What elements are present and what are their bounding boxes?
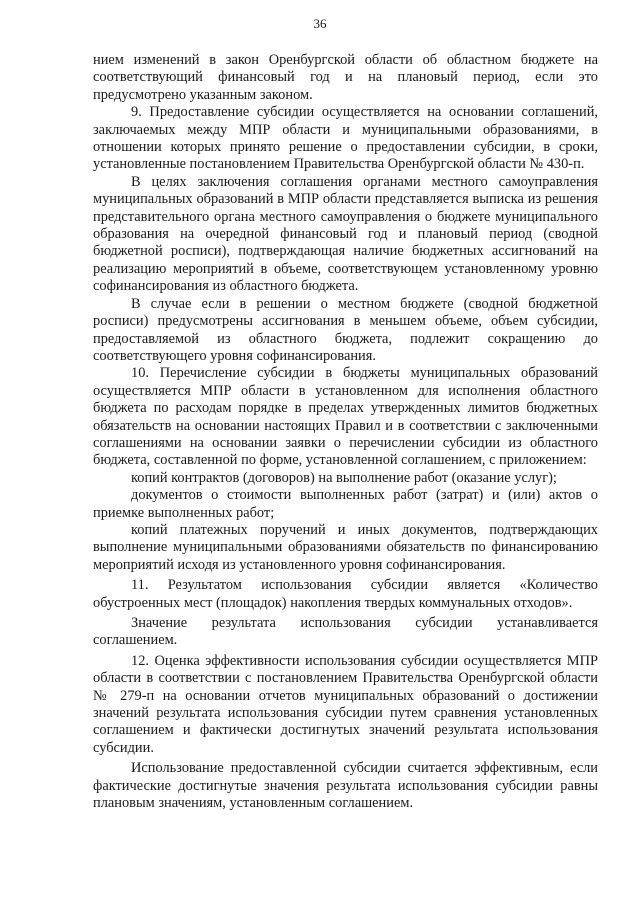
paragraph-item-11: 11. Результатом использования субсидии является «Количество обустроенных мест (площадок) накопления твердых коммунальных отходов». — [93, 577, 598, 611]
list-item-documents: документов о стоимости выполненных работ (затрат) и (или) актов о приемке выполненных работ; — [93, 487, 598, 521]
paragraph-agreement-statement: В целях заключения соглашения органами местного самоуправления муниципальных образований в МПР области представляется выписка из решения представительного органа местного самоуправления о бюджете муниципального образования на очередной финансовый год и плановый период (сводной бюджетной росписи), подтверждающая наличие бюджетных ассигнований на реализацию мероприятий в объеме, соответствующем установленному уровню софинансирования из областного бюджета. — [93, 173, 598, 295]
paragraph-reduction-case: В случае если в решении о местном бюджете (сводной бюджетной росписи) предусмотрены ассигнования в меньшем объеме, объем субсидии, предоставляемой из областного бюджета, подлежит сокращению до соответствующего уровня софинансирования. — [93, 295, 598, 364]
list-item-contracts: копий контрактов (договоров) на выполнение работ (оказание услуг); — [131, 469, 557, 486]
paragraph-item-10: 10. Перечисление субсидии в бюджеты муниципальных образований осуществляется МПР области в установленном для исполнения областного бюджета по расходам порядке в пределах утвержденных лимитов бюджетных обязательств на основании настоящих Правил и в соответствии с заключенными соглашениями на основании заявки о перечислении субсидии из областного бюджета, составленной по форме, установленной соглашением, с приложением: — [93, 365, 598, 469]
paragraph-efficiency: Использование предоставленной субсидии считается эффективным, если фактические достигнутые значения результата использования субсидии равны плановым значениям, установленным соглашением. — [93, 760, 598, 812]
document-body — [93, 52, 598, 812]
paragraph-item-12: 12. Оценка эффективности использования субсидии осуществляется МПР области в соответствии с постановлением Правительства Оренбургской области № 279-п на основании отчетов муниципальных образований о достижении значений результата использования субсидии путем сравнения установленных соглашением и фактически достигнутых значений результата использования субсидии. — [93, 652, 598, 756]
page-number: 36 — [313, 16, 327, 31]
paragraph-result-value: Значение результата использования субсидии устанавливается соглашением. — [93, 615, 598, 649]
paragraph-continuation: нием изменений в закон Оренбургской области об областном бюджете на соответствующий финансовый год и на плановый период, если это предусмотрено указанным законом. — [93, 52, 598, 103]
list-item-payment-orders: копий платежных поручений и иных документов, подтверждающих выполнение муниципальными образованиями обязательств по финансированию мероприятий исходя из установленного уровня софинансирования. — [93, 521, 598, 573]
paragraph-item-9: 9. Предоставление субсидии осуществляется на основании соглашений, заключаемых между МПР области и муниципальными образованиями, в отношении которых принято решение о предоставлении субсидии, в сроки, установленные постановлением Правительства Оренбургской области № 430-п. — [93, 104, 598, 173]
